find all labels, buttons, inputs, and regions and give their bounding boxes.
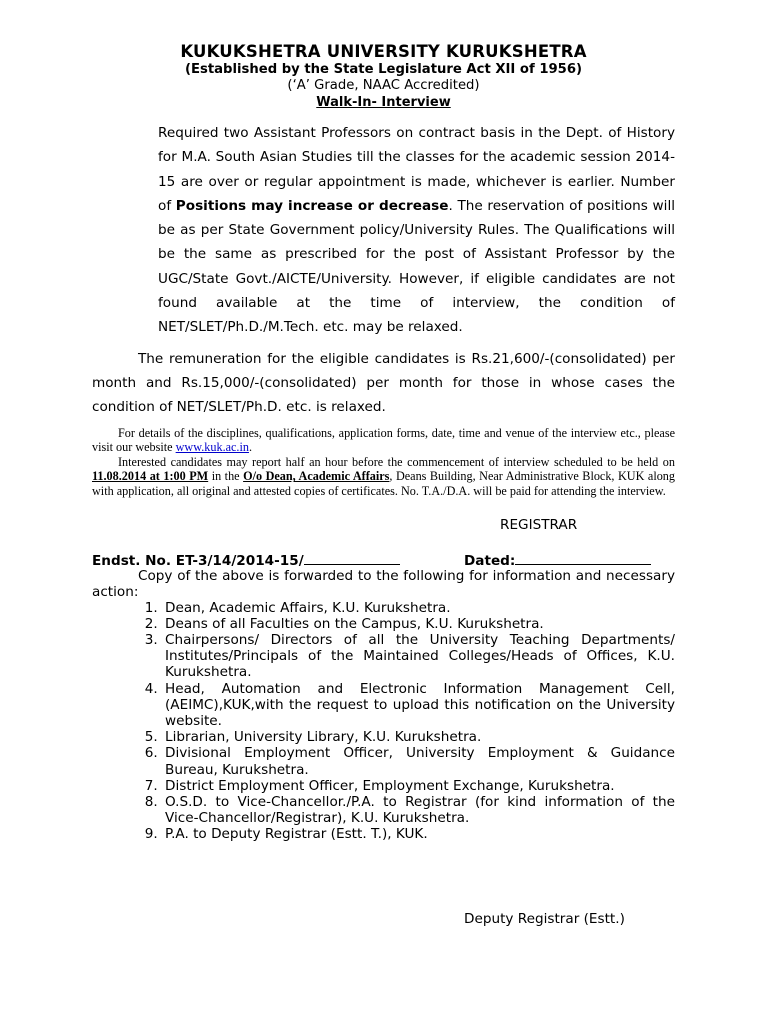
list-item: 6. Divisional Employment Officer, University Employment & Guidance Bureau, Kurukshetra. bbox=[162, 745, 675, 777]
details-block bbox=[92, 426, 675, 499]
list-item: 5. Librarian, University Library, K.U. Kurukshetra. bbox=[162, 729, 675, 745]
university-title: KUKUKSHETRA UNIVERSITY KURUKSHETRA bbox=[180, 42, 587, 61]
notice-heading: Walk-In- Interview bbox=[316, 95, 451, 110]
dated-group bbox=[464, 552, 651, 569]
endorsement-line bbox=[92, 552, 675, 568]
dated-blank bbox=[515, 552, 651, 565]
details-text-b: . bbox=[248, 440, 253, 455]
notice-document bbox=[92, 42, 675, 843]
list-item: 3. Chairpersons/ Directors of all the University Teaching Departments/ Institutes/Principals of the Maintained Colleges/Heads of Offices, K.U. Kurukshetra. bbox=[162, 632, 675, 681]
website-link[interactable]: www.kuk.ac.in bbox=[175, 440, 249, 455]
list-item: 9. P.A. to Deputy Registrar (Estt. T.), KUK. bbox=[162, 826, 675, 842]
list-item: 2. Deans of all Faculties on the Campus, K.U. Kurukshetra. bbox=[162, 616, 675, 632]
reporting-text-mid: in the bbox=[208, 469, 244, 484]
vacancy-text-a: Required two Assistant Professors on contract basis in the Dept. of History for M.A. South Asian Studies till the classes for the academic session 2014-15 are over or regular appointment is made, whichever is earlier. Number of bbox=[158, 125, 675, 214]
reporting-text-a: Interested candidates may report half an hour before the commencement of interview scheduled to be held on bbox=[118, 454, 675, 469]
remuneration-paragraph: The remuneration for the eligible candidates is Rs.21,600/-(consolidated) per month and Rs.15,000/-(consolidated) per month for those in whose cases the condition of NET/SLET/Ph.D. etc. is relaxed. bbox=[92, 350, 675, 416]
copy-forward-text: Copy of the above is forwarded to the following for information and necessary action: bbox=[92, 567, 675, 600]
list-item: 4. Head, Automation and Electronic Information Management Cell, (AEIMC),KUK,with the request to upload this notification on the University website. bbox=[162, 681, 675, 730]
endorsement-number-blank bbox=[304, 552, 400, 565]
recipient-list bbox=[92, 600, 675, 843]
grade-line: (‘A’ Grade, NAAC Accredited) bbox=[287, 78, 480, 93]
positions-emphasis: Positions may increase or decrease bbox=[175, 197, 449, 214]
registrar-signature: REGISTRAR bbox=[500, 516, 578, 533]
list-item: 8. O.S.D. to Vice-Chancellor./P.A. to Registrar (for kind information of the Vice-Chancellor/Registrar), K.U. Kurukshetra. bbox=[162, 794, 675, 826]
copy-forward-block bbox=[92, 568, 675, 600]
details-text-a: For details of the disciplines, qualifications, application forms, date, time and venue of the interview etc., please visit our website bbox=[92, 425, 675, 455]
established-line: (Established by the State Legislature Act XII of 1956) bbox=[184, 62, 583, 77]
reporting-paragraph bbox=[92, 455, 675, 499]
vacancy-text-b: . The reservation of positions will be as per State Government policy/University Rules. The Qualifications will be the same as prescribed for the post of Assistant Professor by the UGC/State Govt./AICTE/University. However, if eligible candidates are not found available at the time of interview, the condition of NET/SLET/Ph.D./M.Tech. etc. may be relaxed. bbox=[158, 197, 675, 336]
list-item: 1. Dean, Academic Affairs, K.U. Kurukshetra. bbox=[162, 600, 675, 616]
endorsement-number-group bbox=[92, 552, 400, 569]
vacancy-paragraph bbox=[158, 121, 675, 340]
dated-label: Dated: bbox=[464, 552, 516, 569]
list-item: 7. District Employment Officer, Employment Exchange, Kurukshetra. bbox=[162, 778, 675, 794]
reporting-text-b: , Deans Building, Near Administrative Block, KUK along with application, all original and attested copies of certificates. No. T.A./D.A. will be paid for attending the interview. bbox=[92, 469, 675, 498]
interview-datetime: 11.08.2014 at 1:00 PM bbox=[92, 469, 209, 484]
endorsement-number: Endst. No. ET-3/14/2014-15/ bbox=[92, 552, 304, 569]
deputy-registrar-signature: Deputy Registrar (Estt.) bbox=[464, 911, 625, 927]
interview-venue: O/o Dean, Academic Affairs bbox=[243, 469, 390, 484]
details-paragraph bbox=[92, 426, 675, 455]
